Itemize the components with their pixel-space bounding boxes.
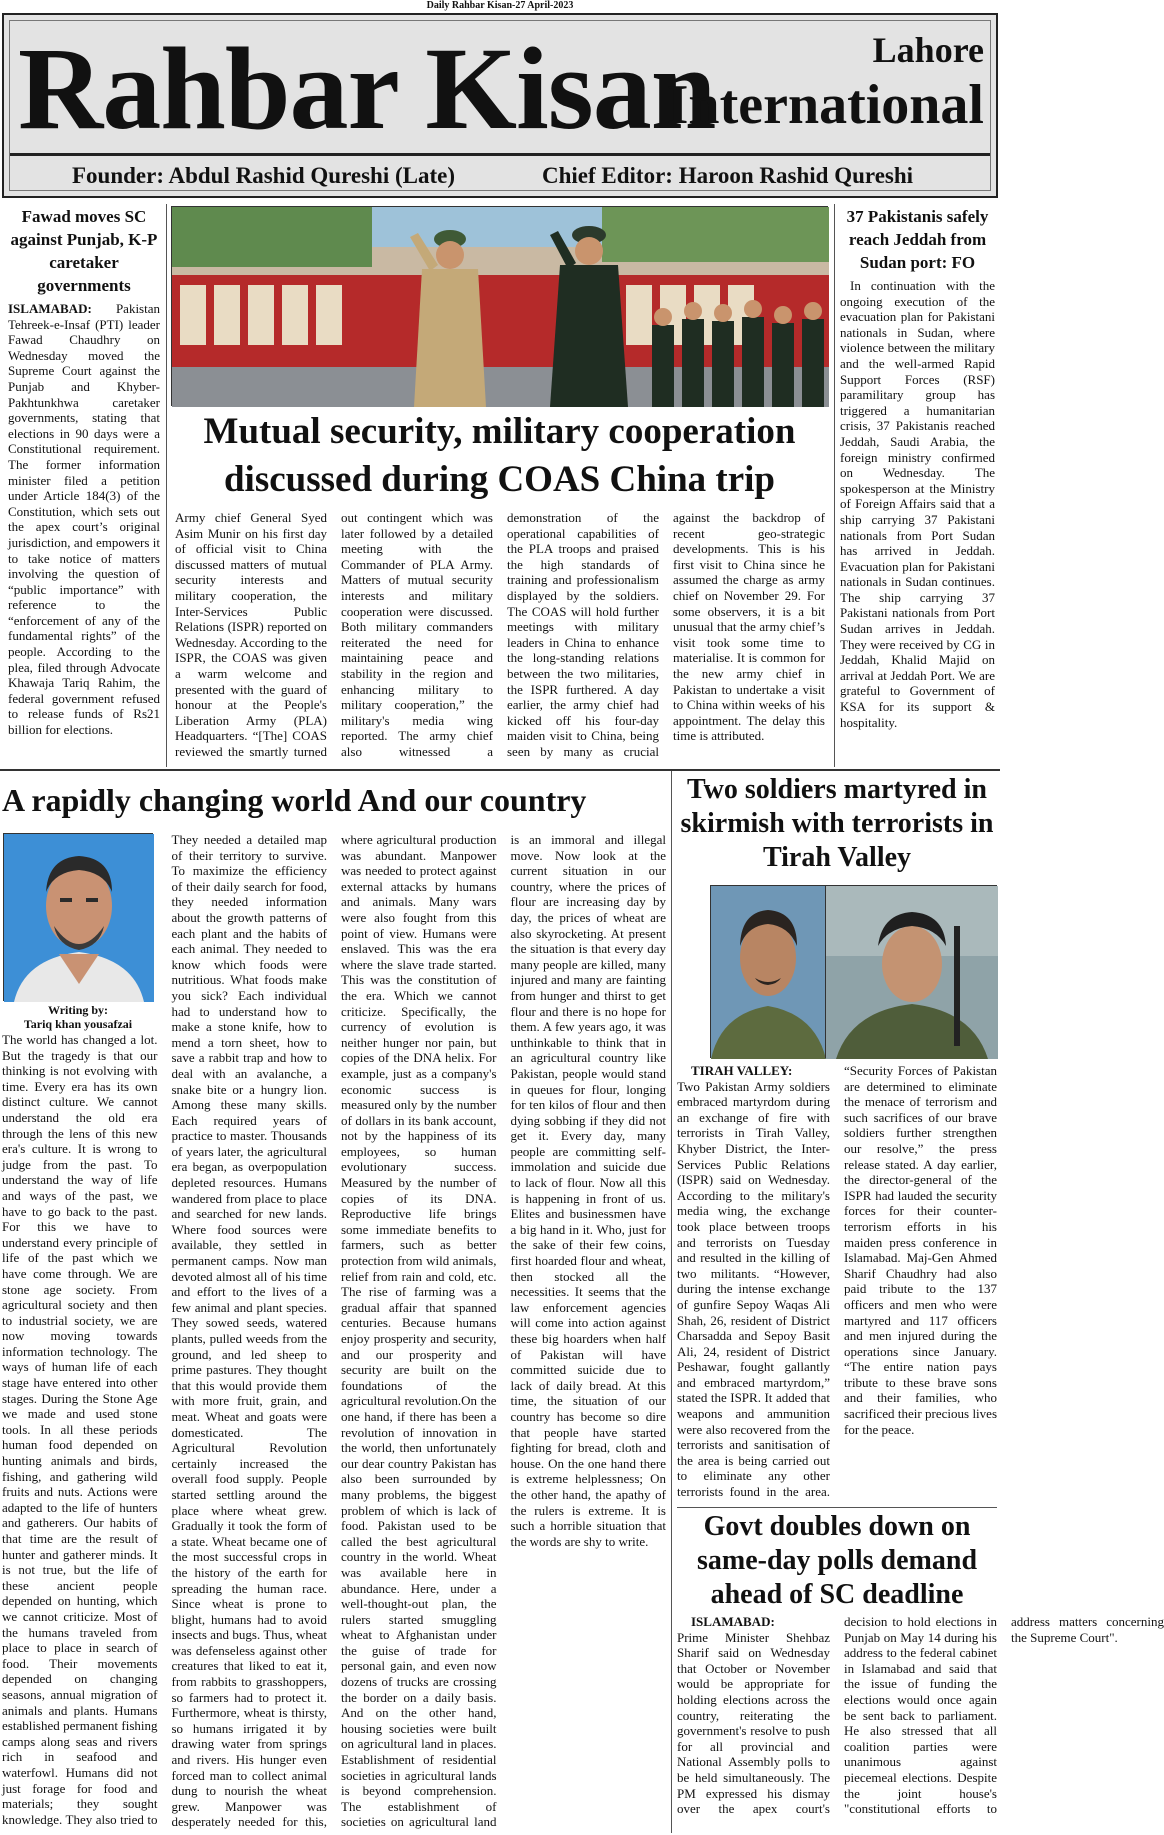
founder-credit: Founder: Abdul Rashid Qureshi (Late): [72, 163, 455, 188]
left-story: [8, 205, 160, 854]
soldier-portrait-1: [711, 886, 826, 1059]
soldier-photo-1: [710, 885, 825, 1058]
left-story-dateline: ISLAMABAD:: [8, 301, 92, 316]
tirah-story-headline: Two soldiers martyred in skirmish with terrorists in Tirah Valley: [680, 774, 994, 873]
right-story: [840, 205, 995, 768]
byline-label: Writing by:: [47, 1003, 109, 1017]
polls-story-text: Prime Minister Shehbaz Sharif said on Wednesday that October or November would be appropriate for holding elections across the country, reiterating the government's resolve to push for all provincial and National Assembly polls to be held simultaneously. The PM expressed his dismay over the apex court's decision to hold elections in Punjab on May 14 during his address to the federal cabinet in Islamabad and said that the issue of funding the elections would once again be sent back to parliament. He also stressed that all coalition parties were unanimous against piecemeal elections. Despite the joint house's "constitutional efforts to address matters concerning the Supreme Court".: [677, 1614, 1164, 1817]
coas-china-photo: [171, 206, 828, 406]
section-divider: [0, 769, 1000, 771]
right-story-body: In continuation with the ongoing execution of the evacuation plan for Pakistani nationals in Sudan, where violence between the military and the well-armed Rapid Support Forces (RSF) paramilitary group has triggered a humanitarian crisis, 37 Pakistanis reached Jeddah, Saudi Arabia, the foreign ministry confirmed on Wednesday. The spokesperson at the Ministry of Foreign Affairs said that a ship carrying 37 Pakistani nationals from Port Sudan has arrived in Jeddah. Evacuation plan for Pakistani nationals in Sudan continues. The ship carrying 37 Pakistani nationals from Port Sudan arrives in Jeddah. They were received by CG in Jeddah, Khalid Majid on arrival at Jeddah Port. We are grateful to Government of KSA for its support & hospitality.: [840, 278, 995, 730]
guard-of-honour-illustration: [172, 207, 829, 407]
lead-story-headline: Mutual security, military cooperation discussed during COAS China trip: [203, 411, 796, 500]
tirah-story-body: [677, 1063, 997, 1503]
column-photo-spacer: [2, 832, 158, 1032]
tirah-story-dateline: TIRAH VALLEY:: [691, 1063, 793, 1078]
column-body: [2, 832, 666, 1832]
masthead: [2, 13, 998, 198]
left-story-headline: Fawad moves SC against Punjab, K-P caretaker governments: [10, 207, 158, 295]
column-rule: [671, 771, 672, 1833]
column-rule: [166, 204, 167, 767]
edition-date-line: Daily Rahbar Kisan-27 April-2023: [426, 0, 574, 11]
column-text: The world has changed a lot. But the tragedy is that our thinking is not evolving with time. Every era has its own distinct culture. We cannot understand the old era through the lens of this new era's culture. It is wrong to judge from the past. To understand the way of life and ways of the past, we have to go back to the past. For this we have to understand every principle of life of the past which we have come through. We are stone age society. From agricultural society and then to industrial society, we are now moving towards information technology. The ways of human life of each stage have entered into other stages. During the Stone Age we made and used stone tools. In all these periods human food depended on hunting animals and birds, fishing, and gathering wild fruits and nuts. Actions were adapted to the life of hunters and gatherers. Our habits of that time are the result of hunter and gatherer minds. It is not true, but the life of these ancient people depended on hunting, which we cannot criticize. Most of the humans traveled from place to place in search of food. Their movements depended on changing seasons, annual migration of animals and plants. Humans established permanent fishing camps along seas and rivers rich in seafood and waterfowl. Humans did not just forage for food and materials; they sought knowledge. They also tried to They needed a detailed map of their territory to survive. To maximize the efficiency of their daily search for food, they needed information about the growth patterns of each plant and the habits of each animal. They needed to know which foods were nutritious. What foods make you sick? Each individual had to understand how to make a stone knife, how to mend a torn sheet, how to save a rabbit trap and how to deal with an avalanche, a snake bite or a hungry lion. Among these many skills. Each required years of practice to master. Thousands of years later, the agricultural era began, as overpopulation depleted resources. Humans wandered from place to place and searched for new lands. Where food sources were available, they settled in permanent camps. Now man devoted almost all of his time and effort to the lives of a few animal and plant species. They sowed seeds, watered plants, pulled weeds from the ground, and led sheep to prime pastures. They thought that this would provide them with more fruit, grain, and meat. Wheat and goats were domesticated. The Agricultural Revolution certainly increased the overall food supply. People started settling around the place where wheat grew. Gradually it took the form of a state. Wheat became one of the most successful crops in the history of the earth for spreading the human race. Since wheat is prone to blight, humans had to avoid insects and bugs. Thus, wheat was defenseless against other creatures that liked to eat it, from rabbits to grasshoppers, so farmers had to protect it. Furthermore, wheat is thirsty, so humans irrigated it by drawing water from springs and rivers. His hunger even forced man to collect animal dung to nourish the wheat grew. Manpower was desperately needed for this, where agricultural production was abundant. Manpower was needed to protect against external attacks by humans and animals. Many wars were also fought from this point of view. Humans were enslaved. This was the era where the slave trade started. This was the constitution of the era. Which we cannot criticize. Specifically, the currency of evolution is neither hunger nor pain, but copies of the DNA helix. For example, just as a company's economic success is measured only by the number of dollars in its bank account, not by the happiness of its employees, so human evolutionary success. Measured by the number of copies of its DNA. Reproductive life brings some immediate benefits to farmers, such as better protection from wild animals, relief from rain and cold, etc. The rise of farming was a gradual affair that spanned centuries. Because humans enjoy prosperity and security, and our prosperity and security are built on the foundations of the agricultural revolution.On the one hand, if there has been a revolution of innovation in the world, then unfortunately our dear country Pakistan has also been surrounded by many problems, the biggest problem of which is lack of food. Pakistan used to be called the best agricultural country in the world. Wheat was available here in abundance. Here, under a well-thought-out plan, the rulers started smuggling wheat to Afghanistan under the guise of trade for personal gain, and even now dozens of trucks are crossing the border on a daily basis. And on the other hand, housing societies were built on agricultural land in places. Establishment of residential societies in agricultural lands is beyond comprehension. The establishment of societies on agricultural land is an immoral and illegal move. Now look at the current situation in our country, where the prices of flour are increasing day by day, the prices of wheat are also skyrocketing. At present the situation is that every day many people are killed, many injured and many are fainting from hunger and thirst to get flour and there is no hope for them. A few years ago, it was unthinkable to think that in an agricultural country like Pakistan, people would stand in queues for flour, longing for ten kilos of flour and then dying sobbing if they did not get it. Every day, many people are committing self-immolation and suicide due to lack of flour. Now all this is happening in front of us. Elites and businessmen have a big hand in it. Who, just for the sake of their few coins, first hoarded flour and wheat, then stocked all the necessities. It seems that the law enforcement agencies will come into action against these big hoarders when half of Pakistan will have committed suicide due to lack of daily bread. At this time, the situation of our country has become so dire that people have started fighting for bread, cloth and house. On the one hand there is extreme helplessness; On the other hand, the apathy of the rulers is extreme. It is such a horrible situation that the words are shy to write.: [2, 832, 666, 1830]
left-story-body: [8, 301, 160, 854]
chief-editor-credit: Chief Editor: Haroon Rashid Qureshi: [542, 163, 914, 188]
masthead-rule: [10, 153, 990, 156]
byline-author: Tariq khan yousafzai: [23, 1017, 133, 1031]
polls-story-body: [677, 1614, 1164, 1832]
section-divider: [677, 1507, 997, 1508]
left-story-text: Pakistan Tehreek-e-Insaf (PTI) leader Fawad Chaudhry on Wednesday moved the Supreme Court against the Punjab and Khyber-Pakhtunkhwa caretaker governments, stating that elections in 90 days were a Constitutional requirement. The former information minister filed a petition under Article 184(3) of the Constitution, which sets out the apex court’s original jurisdiction, and empowers it to take notice of matters involving the question of “public importance” with reference to the “enforcement of any of the fundamental rights” of the people. According to the plea, filed through Advocate Khawaja Tariq Rahim, the federal government refused to release funds of Rs21 billion for elections.: [8, 301, 160, 738]
column-headline: A rapidly changing world And our country: [2, 782, 587, 818]
soldier-photo-2: [825, 885, 997, 1058]
lead-story-body: Army chief General Syed Asim Munir on his first day of official visit to China discussed matters of mutual security interests and military cooperation, the Inter-Services Public Relations (ISPR) reported on Wednesday. According to the ISPR, the COAS was given a warm welcome and presented with the guard of honour at the People's Liberation Army (PLA) Headquarters. “[The] COAS reviewed the smartly turned out contingent which was later followed by a detailed meeting with the Commander of PLA Army. Matters of mutual security interests and military cooperation were discussed. Both military commanders reiterated the need for maintaining peace and stability in the region and enhancing military to military cooperation,” the military's media wing reported. The army chief also witnessed a demonstration of the operational capabilities of the PLA troops and praised the high standards of training and professionalism displayed by the soldiers. The COAS will hold further meetings with military leaders in China to enhance the long-standing relations between the two militaries, the ISPR furthered. A day earlier, the army chief had kicked off his four-day maiden visit to China, being seen by many as crucial against the backdrop of recent geo-strategic developments. This is his first visit to China since he assumed the charge as army chief on November 29. For some observers, it is a bit unusual that the army chief’s visit took some time to materialise. It is common for the new army chief in Pakistan to undertake a visit to China within weeks of his appointment. The delay this time is attributed.: [175, 510, 825, 759]
polls-story-headline: Govt doubles down on same-day polls demand ahead of SC deadline: [696, 1511, 978, 1610]
polls-story-dateline: ISLAMABAD:: [691, 1614, 775, 1629]
newspaper-title: Rahbar Kisan: [18, 23, 716, 154]
tirah-story-text: Two Pakistan Army soldiers embraced martyrdom during an exchange of fire with terrorists in Tirah Valley, Khyber District, the Inter-Services Public Relations (ISPR) said on Wednesday. According to the military's media wing, the exchange took place between troops and terrorists on Tuesday and resulted in the killing of two militants. “However, during the intense exchange of gunfire Sepoy Waqas Ali Shah, 26, resident of District Charsadda and Sepoy Basit Ali, 24, resident of District Peshawar, fought gallantly and embraced martyrdom,” stated the ISPR. It added that weapons and ammunition were also recovered from the terrorists and sanitisation of the area is being carried out to eliminate any other terrorists found in the area. “Security Forces of Pakistan are determined to eliminate the menace of terrorism and such sacrifices of our brave soldiers further strengthen our resolve,” the press release stated. A day earlier, the director-general of the ISPR had lauded the security forces for their counter-terrorism efforts in his maiden press conference in Islamabad. Maj-Gen Ahmed Sharif Chaudhry had also paid tribute to the 137 officers and men who were martyred and 117 officers and men injured during the operations since January. “The entire nation pays tribute to these brave sons and their families, who sacrificed their precious lives for the peace.: [677, 1063, 997, 1500]
masthead-city: Lahore: [872, 30, 984, 70]
column-rule: [834, 204, 835, 767]
masthead-edition: International: [666, 74, 984, 136]
right-story-headline: 37 Pakistanis safely reach Jeddah from Sudan port: FO: [846, 207, 989, 272]
soldier-portrait-2: [826, 886, 998, 1059]
